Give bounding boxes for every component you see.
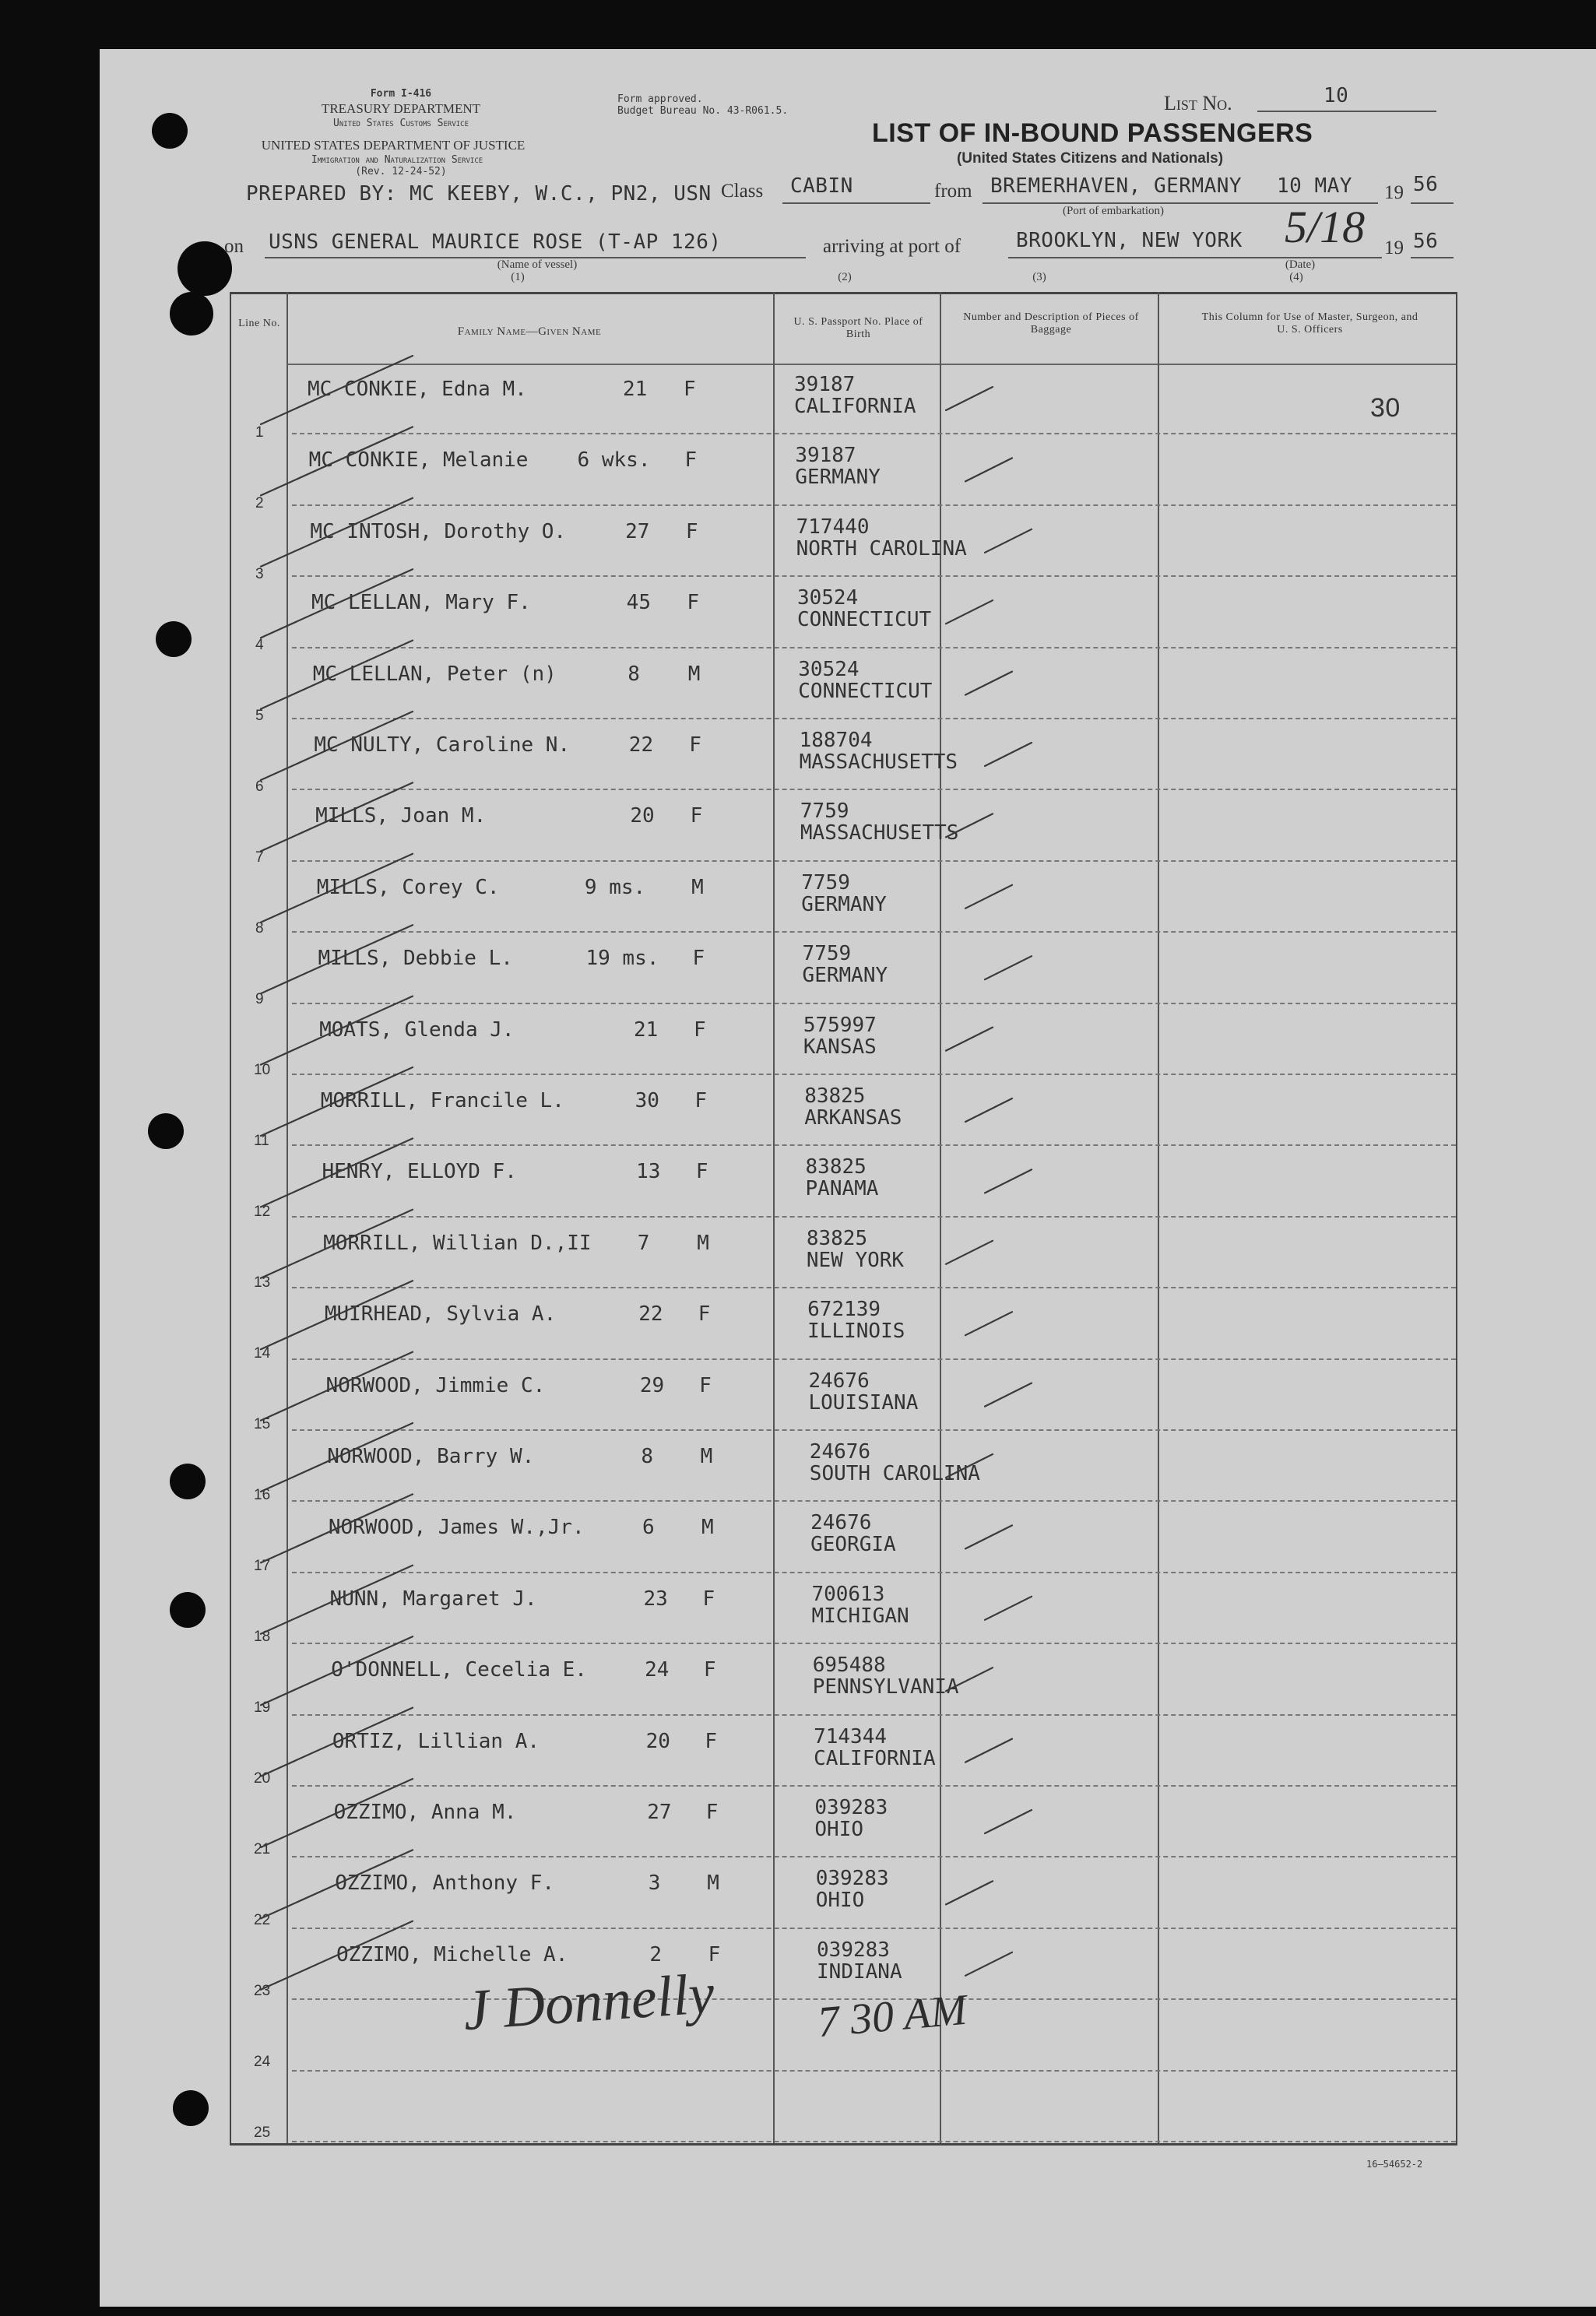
passenger-age: 19 ms. [585,947,659,971]
passenger-name: O'DONNELL, Cecelia E. [331,1658,587,1682]
place-of-birth: PENNSYLVANIA [812,1675,959,1699]
baggage-tick [946,1241,993,1264]
place-of-birth: GERMANY [802,964,888,988]
passenger-name: OZZIMO, Michelle A. [336,1942,568,1966]
col-num-1: (1) [511,271,525,283]
baggage-tick [985,956,1032,979]
form-approved: Form approved. [617,93,703,105]
check-stroke [261,1850,413,1918]
passenger-name: MC CONKIE, Melanie [308,448,529,473]
baggage-tick [965,672,1012,695]
line-number: 12 [254,1203,271,1220]
line-number: 6 [255,778,264,795]
check-stroke [261,498,413,567]
ins-service: Immigration and Naturalization Service [311,154,483,166]
check-stroke [261,1921,413,1990]
passport-number: 695488 [812,1654,886,1678]
passenger-age: 20 [645,1729,670,1753]
baggage-tick [946,600,993,624]
line-number: 16 [254,1487,271,1503]
line-number: 10 [254,1061,271,1078]
place-of-birth: OHIO [814,1818,864,1841]
passenger-name: MOATS, Glenda J. [319,1017,515,1042]
col-num-3: (3) [1032,271,1046,283]
passenger-name: NORWOOD, Jimmie C. [325,1373,546,1397]
year-2: 56 [1413,230,1439,253]
line-number: 13 [254,1274,271,1291]
passenger-sex: M [697,1231,709,1255]
form-title: LIST OF IN-BOUND PASSENGERS [872,118,1313,148]
passenger-age: 6 wks. [577,448,651,473]
prepared-by: PREPARED BY: MC KEEBY, W.C., PN2, USN [246,182,712,206]
arrival-time-handwritten: 7 30 AM [815,1985,969,2047]
port-embark-caption: (Port of embarkation) [1063,205,1164,217]
baggage-tick [965,1525,1012,1548]
passenger-name: NORWOOD, James W.,Jr. [328,1516,585,1540]
place-of-birth: ILLINOIS [807,1320,905,1344]
passenger-age: 8 [641,1445,654,1468]
passport-number: 7759 [800,800,849,824]
check-stroke [261,1708,413,1777]
place-of-birth: OHIO [815,1889,865,1913]
passenger-age: 6 [642,1516,655,1540]
passenger-sex: M [700,1445,713,1468]
vessel-caption: (Name of vessel) [497,258,578,271]
passport-number: 039283 [815,1867,889,1891]
passenger-sex: F [705,1729,718,1753]
passport-number: 714344 [814,1724,887,1748]
place-of-birth: CALIFORNIA [814,1746,936,1770]
check-stroke [261,1494,413,1562]
arriving-label: arriving at port of [823,236,961,257]
check-stroke [261,1779,413,1847]
passenger-age: 2 [649,1942,662,1966]
line-number: 9 [255,990,264,1007]
passenger-age: 45 [626,591,651,615]
date-embarkation: 10 MAY [1277,174,1352,198]
passenger-age: 7 [637,1231,650,1255]
check-stroke [261,427,413,495]
officer-note: 30 [1370,393,1401,423]
revision-date: (Rev. 12-24-52) [355,166,447,177]
baggage-tick [965,885,1012,908]
place-of-birth: CONNECTICUT [796,608,932,632]
passenger-sex: F [693,1017,706,1042]
passenger-name: MC CONKIE, Edna M. [308,378,527,401]
check-stroke [261,782,413,851]
passenger-sex: F [705,1801,719,1824]
passenger-name: NORWOOD, Barry W. [327,1445,535,1468]
passport-number: 700613 [811,1582,885,1606]
passenger-name: MC INTOSH, Dorothy O. [310,519,567,543]
passenger-age: 29 [639,1373,665,1397]
place-of-birth: LOUISIANA [808,1390,919,1415]
passenger-sex: F [702,1587,715,1611]
line-number: 2 [255,494,264,511]
baggage-tick [965,1098,1012,1122]
line-number: 22 [254,1911,271,1928]
passenger-sex: F [684,378,696,401]
passenger-sex: F [687,591,699,615]
baggage-tick [985,529,1032,553]
vessel-name: USNS GENERAL MAURICE ROSE (T-AP 126) [269,230,722,254]
passport-number: 7759 [802,942,852,966]
header-baggage: Number and Description of Pieces of Baggage [963,311,1139,336]
passenger-name: MUIRHEAD, Sylvia A. [324,1302,557,1327]
passport-number: 83825 [804,1084,866,1108]
line-number: 18 [254,1628,271,1645]
passenger-name: HENRY, ELLOYD F. [322,1160,517,1184]
passenger-name: MILLS, Debbie L. [318,947,513,971]
passenger-name: MC LELLAN, Peter (n) [312,662,557,686]
passport-number: 575997 [803,1013,877,1037]
passenger-age: 22 [628,733,654,757]
passenger-age: 23 [643,1587,668,1611]
place-of-birth: GERMANY [795,466,881,490]
class-value: CABIN [790,174,853,198]
passenger-name: NUNN, Margaret J. [329,1587,537,1611]
port-arrival: BROOKLYN, NEW YORK [1016,229,1243,252]
col-num-2: (2) [838,271,852,283]
baggage-tick [965,1739,1012,1762]
passport-number: 39187 [795,444,856,468]
check-stroke [261,356,413,424]
passenger-name: OZZIMO, Anthony F. [335,1871,555,1896]
col-num-4: (4) [1289,271,1303,283]
passport-number: 24676 [810,1511,872,1535]
line-number: 11 [254,1133,269,1149]
check-stroke [261,1352,413,1421]
check-stroke [261,569,413,638]
line-number: 15 [254,1415,271,1432]
passenger-age: 22 [638,1302,663,1327]
check-stroke [261,854,413,923]
line-number: 5 [255,707,264,724]
passenger-name: OZZIMO, Anna M. [333,1801,517,1824]
passenger-sex: F [698,1302,711,1327]
date-caption: (Date) [1285,258,1316,271]
baggage-tick [946,1668,993,1691]
class-label: Class [721,181,764,202]
line-number: 24 [254,2053,271,2070]
passenger-age: 24 [645,1658,670,1682]
line-number: 7 [255,849,264,866]
passenger-sex: M [691,875,704,899]
list-no-label: List No. [1164,92,1232,114]
header-line-no: Line No. [238,318,280,329]
place-of-birth: CONNECTICUT [798,679,933,703]
passenger-name: MILLS, Corey C. [316,875,500,899]
passenger-age: 13 [636,1160,661,1184]
year-1: 56 [1413,173,1439,196]
place-of-birth: GEORGIA [810,1533,896,1557]
line-number: 23 [254,1982,271,1999]
baggage-tick [985,1169,1032,1193]
place-of-birth: CALIFORNIA [794,395,916,418]
baggage-tick [965,1312,1012,1335]
passport-number: 83825 [805,1155,867,1179]
from-label: from [934,181,972,202]
baggage-tick [946,1881,993,1904]
passenger-sex: F [703,1658,716,1682]
passenger-sex: F [685,519,698,543]
passport-number: 672139 [807,1298,881,1322]
arrival-date-handwritten: 5/18 [1285,202,1366,252]
signature: J Donnelly [461,1961,717,2044]
passenger-sex: F [699,1373,712,1397]
check-stroke [261,1636,413,1705]
check-stroke [261,996,413,1065]
port-embarkation: BREMERHAVEN, GERMANY [990,174,1243,198]
check-stroke [261,1067,413,1136]
passport-number: 30524 [798,657,860,681]
form-number: Form I-416 [370,88,432,100]
passenger-age: 3 [648,1871,661,1896]
place-of-birth: MASSACHUSETTS [800,821,959,845]
year-prefix-1: 19 [1384,182,1404,203]
passenger-name: MORRILL, Willian D.,II [323,1231,592,1255]
place-of-birth: NEW YORK [806,1248,905,1272]
list-number: 10 [1324,84,1349,107]
baggage-tick [985,1810,1032,1833]
check-stroke [261,1281,413,1349]
passport-number: 83825 [806,1226,868,1250]
passenger-sex: F [695,1160,708,1184]
baggage-tick [946,387,993,410]
passenger-sex: F [690,804,703,828]
passport-number: 717440 [796,515,870,539]
line-number: 4 [255,636,264,653]
passenger-sex: F [684,448,698,473]
place-of-birth: ARKANSAS [804,1106,902,1130]
check-stroke [261,1423,413,1492]
print-code: 16—54652-2 [1366,2159,1423,2170]
passenger-age: 27 [647,1801,672,1824]
passport-number: 188704 [799,729,873,752]
passenger-name: MC LELLAN, Mary F. [311,591,531,615]
place-of-birth: PANAMA [805,1177,879,1201]
line-number: 21 [254,1841,271,1857]
passenger-sex: M [701,1516,714,1540]
passenger-age: 20 [630,804,655,828]
baggage-tick [985,1383,1032,1407]
passenger-age: 21 [634,1017,659,1042]
header-passport: U. S. Passport No. Place of Birth [793,316,923,340]
passenger-age: 9 ms. [584,875,646,899]
passenger-sex: F [694,1089,708,1112]
place-of-birth: KANSAS [803,1035,877,1059]
baggage-tick [946,1454,993,1478]
line-number: 20 [254,1770,271,1787]
treasury-dept: TREASURY DEPARTMENT [321,101,481,116]
passenger-name: MILLS, Joan M. [315,804,487,828]
check-stroke [261,1566,413,1634]
baggage-tick [946,814,993,837]
passport-number: 24676 [809,1440,871,1464]
check-stroke [261,1138,413,1207]
line-number: 14 [254,1344,271,1362]
on-label: on [224,236,244,257]
passenger-age: 21 [623,378,648,401]
justice-dept: UNITED STATES DEPARTMENT OF JUSTICE [261,138,526,153]
line-number: 1 [255,424,264,441]
passport-number: 039283 [817,1938,890,1962]
passenger-age: 8 [628,662,640,686]
baggage-tick [946,1028,993,1051]
check-stroke [261,925,413,993]
place-of-birth: MICHIGAN [811,1604,909,1628]
place-of-birth: MASSACHUSETTS [799,750,958,774]
line-number: 17 [254,1557,271,1574]
passenger-name: ORTIZ, Lillian A. [332,1729,540,1753]
baggage-tick [965,1952,1012,1976]
check-stroke [261,641,413,709]
passenger-sex: M [687,662,701,686]
place-of-birth: GERMANY [801,892,887,916]
passenger-sex: F [708,1942,721,1966]
passenger-name: MC NULTY, Caroline N. [314,733,571,757]
passport-number: 39187 [794,373,856,396]
check-stroke [261,1210,413,1278]
header-family-name: Family Name—Given Name [457,325,602,338]
line-number: 25 [254,2124,271,2141]
line-number: 19 [254,1699,271,1716]
passport-number: 24676 [808,1369,870,1393]
passenger-age: 30 [635,1089,659,1112]
line-number: 3 [255,565,264,582]
passenger-age: 27 [625,519,650,543]
budget-bureau: Budget Bureau No. 43-R061.5. [617,105,789,117]
baggage-tick [985,1597,1032,1620]
baggage-tick [965,458,1012,481]
passenger-sex: F [689,733,701,757]
passenger-sex: M [707,1871,719,1896]
passport-number: 039283 [814,1796,888,1819]
passport-number: 7759 [801,870,850,894]
baggage-tick [985,743,1032,766]
form-subtitle: (United States Citizens and Nationals) [956,150,1224,167]
year-prefix-2: 19 [1384,237,1404,258]
place-of-birth: NORTH CAROLINA [796,536,967,561]
line-number: 8 [255,919,264,937]
passport-number: 30524 [796,586,859,610]
place-of-birth: SOUTH CAROLINA [809,1462,980,1485]
place-of-birth: INDIANA [817,1959,902,1984]
check-stroke [261,712,413,780]
passenger-name: MORRILL, Francile L. [320,1089,564,1112]
passenger-sex: F [692,947,705,971]
customs-service: United States Customs Service [333,118,469,129]
header-officers: This Column for Use of Master, Surgeon, and U. S. Officers [1201,311,1418,336]
